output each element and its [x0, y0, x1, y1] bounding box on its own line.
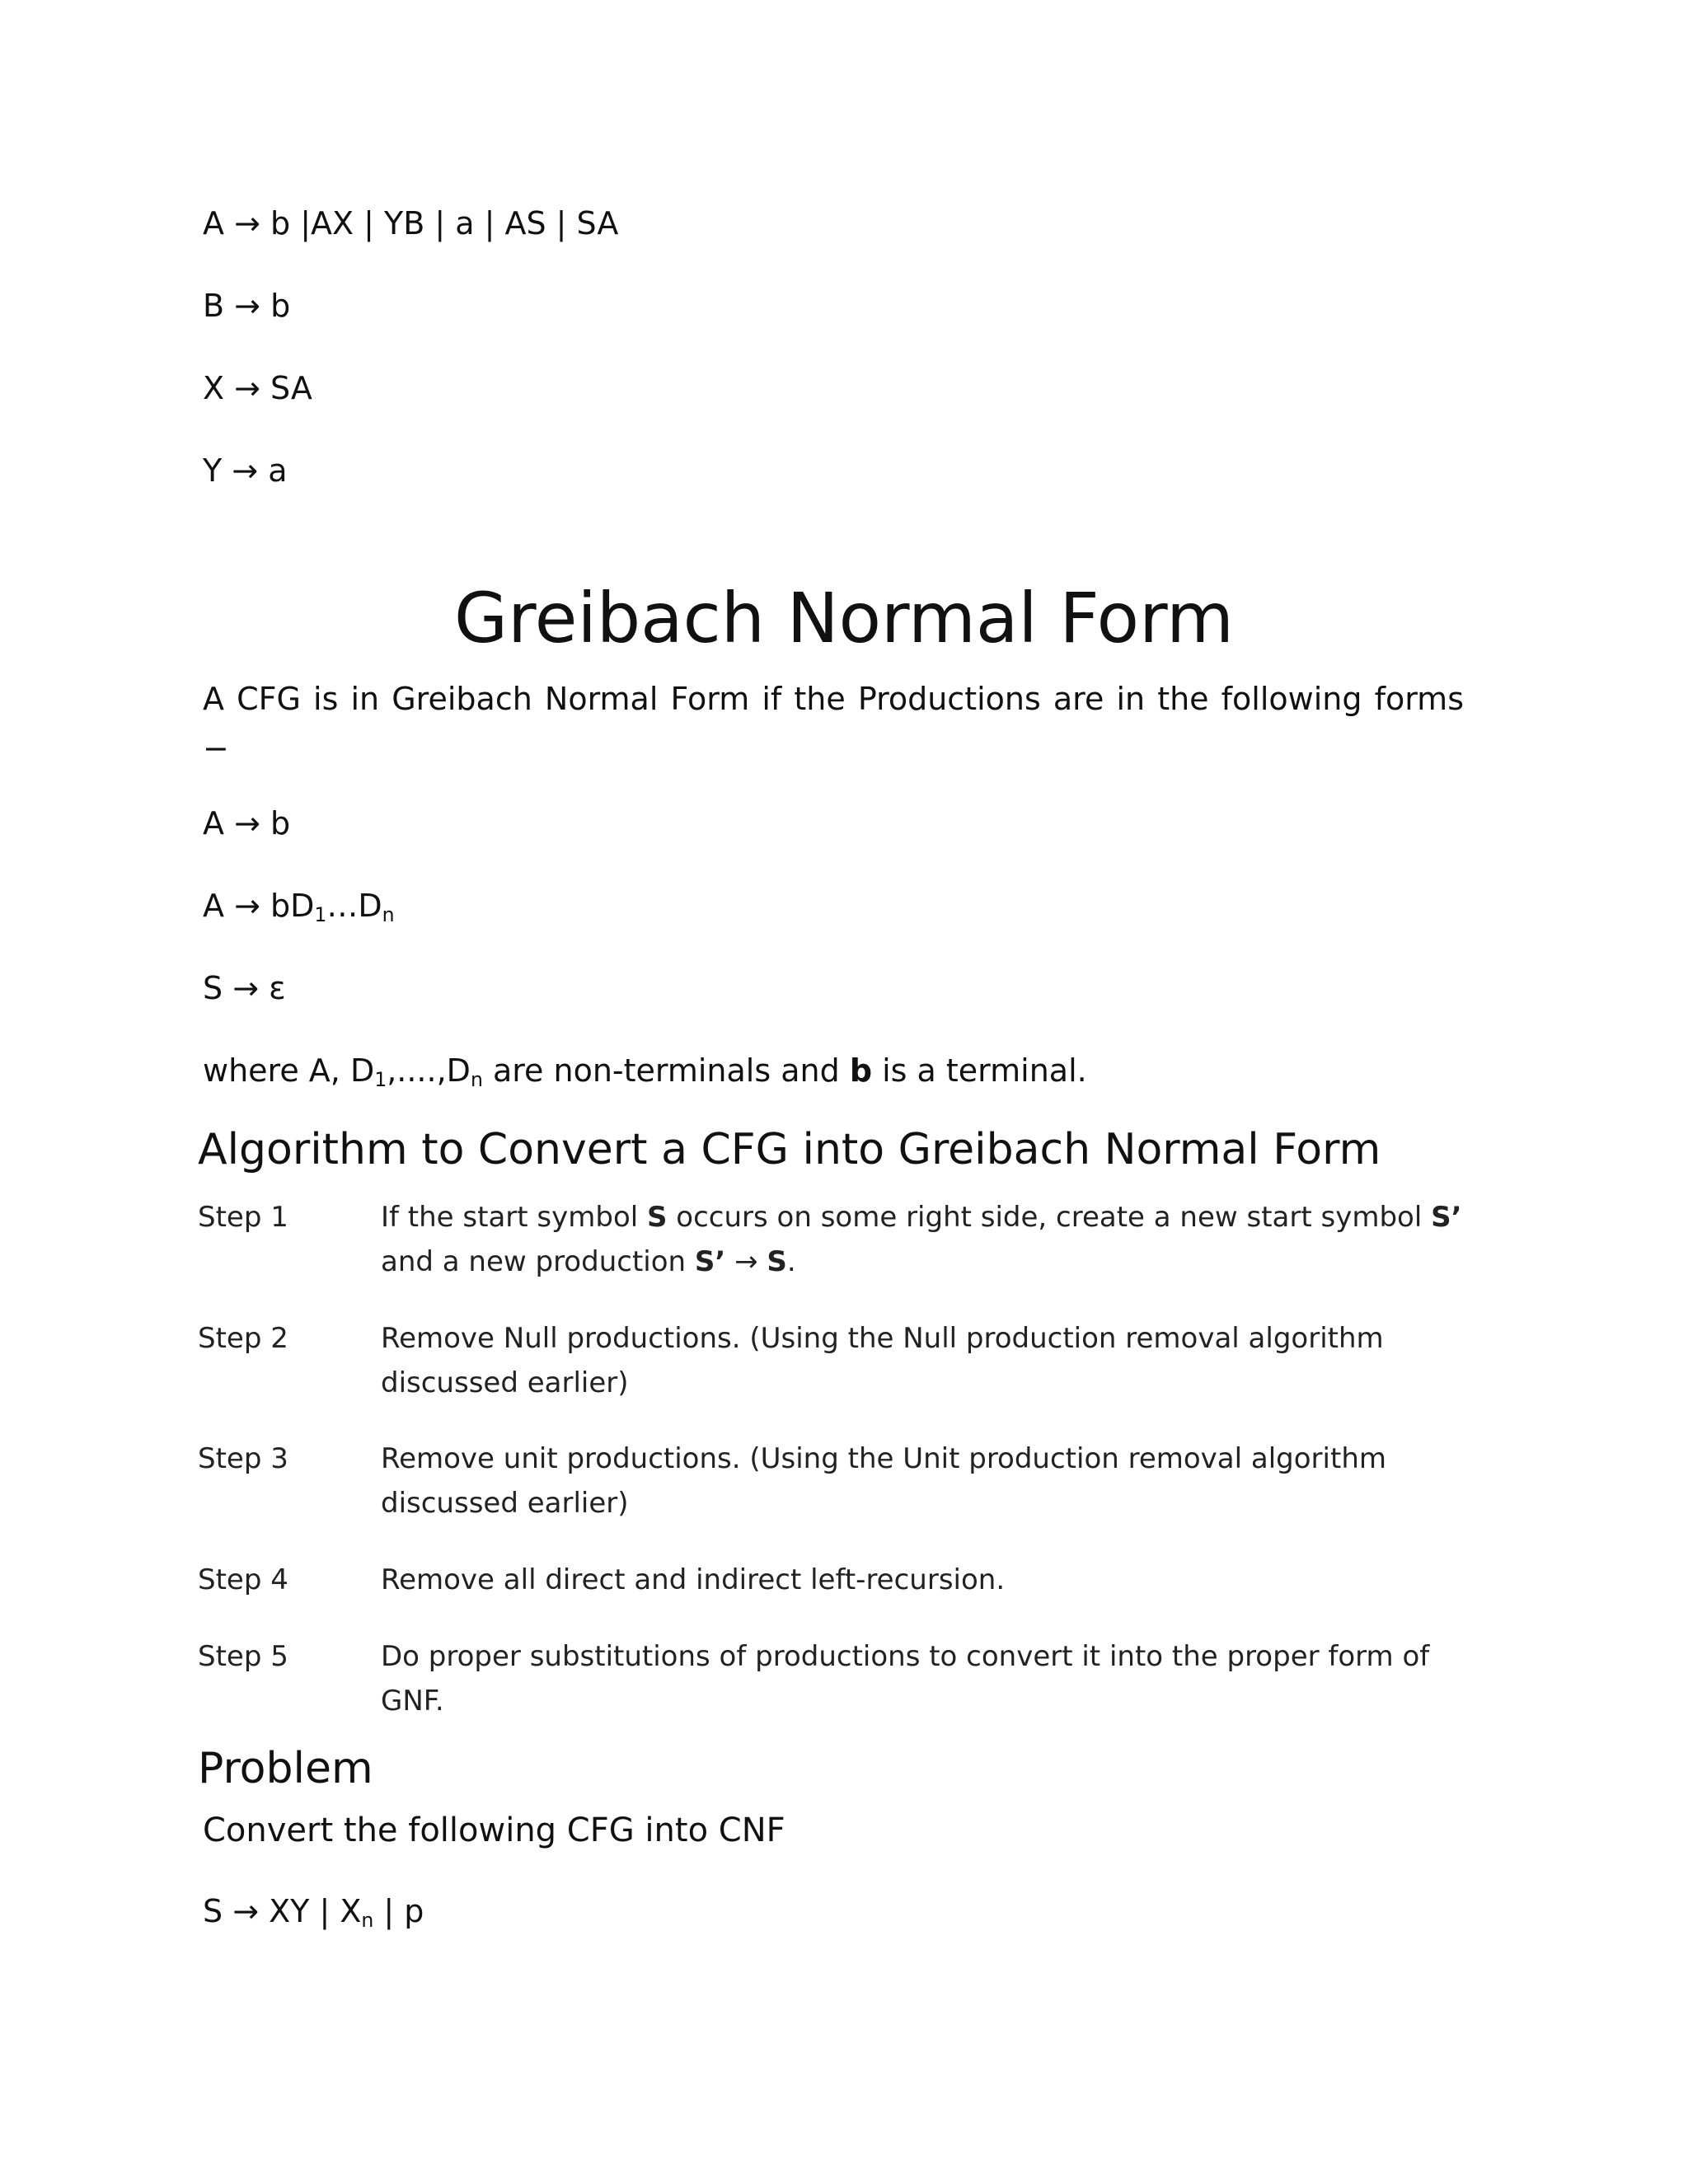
production-line: Y → a [203, 452, 288, 489]
where-p4: is a terminal. [872, 1052, 1087, 1089]
problem-heading: Problem [198, 1744, 373, 1793]
problem-prod-p2: | p [373, 1893, 424, 1929]
production-line: X → SA [203, 370, 312, 406]
form2-sub1: 1 [314, 902, 327, 926]
step-label: Step 3 [198, 1442, 288, 1475]
step-label: Step 4 [198, 1563, 288, 1596]
step1-t3: and a new production [381, 1245, 695, 1278]
problem-production [203, 1892, 424, 1930]
problem-text: Convert the following CFG into CNF [203, 1811, 785, 1849]
definition-paragraph: A CFG is in Greibach Normal Form if the Productions are in the following forms − [203, 681, 1464, 766]
where-bold-b: b [849, 1052, 873, 1089]
step-text: Remove Null productions. (Using the Null production removal algorithm discussed earlier) [381, 1322, 1384, 1399]
step-text: Remove all direct and indirect left-recursion. [381, 1563, 1006, 1596]
production-line: B → b [203, 288, 291, 324]
step1-b2: S’ [1431, 1201, 1462, 1234]
where-sub1: 1 [374, 1067, 387, 1091]
form2-subn: n [382, 902, 395, 926]
step-label: Step 1 [198, 1201, 288, 1234]
where-p3: are non-terminals and [482, 1052, 850, 1089]
gnf-form-1: A → b [203, 805, 291, 841]
step1-b4: S [767, 1245, 787, 1278]
step1-b3: S’ [694, 1245, 726, 1278]
step1-t2: occurs on some right side, create a new start symbol [667, 1201, 1432, 1234]
step1-t1: If the start symbol [381, 1201, 647, 1234]
gnf-form-3: S → ε [203, 970, 286, 1006]
step1-t4: → [725, 1245, 767, 1278]
algorithm-heading: Algorithm to Convert a CFG into Greibach Normal Form [198, 1125, 1381, 1174]
problem-prod-p1: S → XY | X [203, 1893, 362, 1929]
where-p2: ,....,D [387, 1052, 471, 1089]
step-text [381, 1195, 1485, 1284]
production-line: A → b |AX | YB | a | AS | SA [203, 205, 619, 241]
problem-prod-sub: n [361, 1908, 374, 1932]
form2-mid: …D [326, 888, 382, 924]
where-line [203, 1052, 1087, 1090]
step-label: Step 2 [198, 1322, 288, 1355]
form2-prefix: A → bD [203, 888, 315, 924]
step1-t5: . [786, 1245, 796, 1278]
where-p1: where A, D [203, 1052, 375, 1089]
step-label: Step 5 [198, 1640, 288, 1673]
section-title: Greibach Normal Form [454, 578, 1234, 658]
step-text: Remove unit productions. (Using the Unit production removal algorithm discussed earlier) [381, 1442, 1386, 1520]
where-subn: n [470, 1067, 483, 1091]
step-text: Do proper substitutions of productions to convert it into the proper form of GNF. [381, 1640, 1430, 1718]
step1-b1: S [647, 1201, 668, 1234]
gnf-form-2 [203, 887, 395, 925]
